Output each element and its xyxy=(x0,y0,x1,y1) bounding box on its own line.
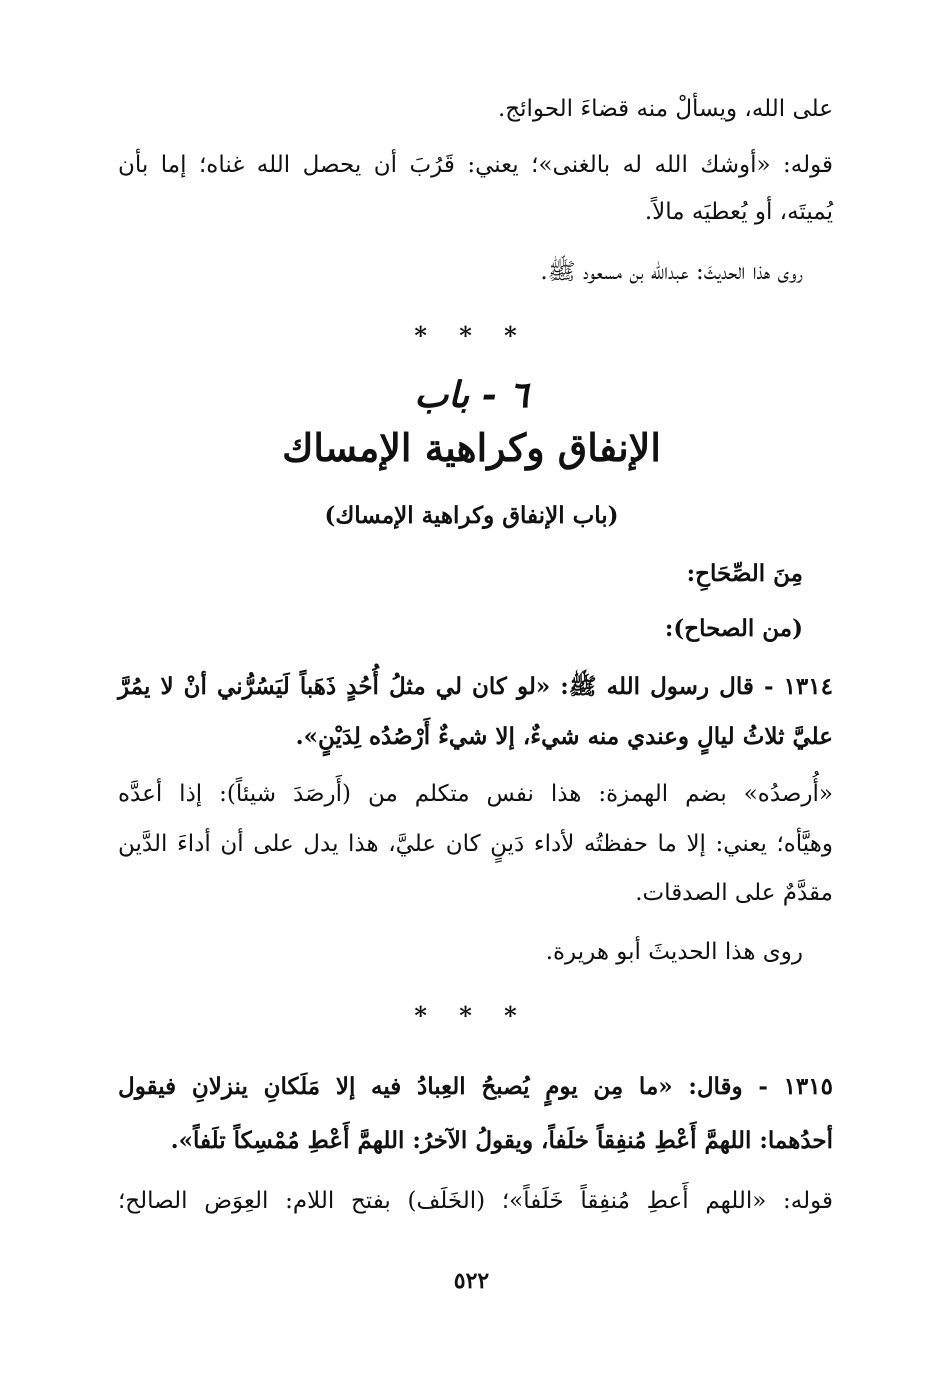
commentary-1315-line-1: قوله: «اللهم أَعطِ مُنفِقاً خَلَفاً»؛ (الخَلَف) بفتح اللام: العِوَض الصالح؛ xyxy=(118,1188,833,1214)
chapter-title: الإنفاق وكراهية الإمساك xyxy=(282,425,661,470)
commentary-1314-line-2: وهيَّأه؛ يعني: إلا ما حفظتُه لأداء دَينٍ كان عليَّ، هذا يدل على أن أداءَ الدَّين xyxy=(118,831,833,857)
separator-stars-2: * * * xyxy=(414,1001,529,1030)
commentary-1314-line-3: مقدَّمٌ على الصدقات. xyxy=(635,880,833,906)
chapter-title-sub: (باب الإنفاق وكراهية الإمساك) xyxy=(324,502,619,529)
hadith-1314-line-1: ١٣١٤ - قال رسول الله ﷺ: «لو كان لي مثلُ أُحُدٍ ذَهَباً لَيَسُرُّني أنْ لا يمُرَّ xyxy=(118,673,833,700)
section-label-sub: (من الصحاح): xyxy=(664,615,803,642)
commentary-1314-line-1: «أُرصدُه» بضم الهمزة: هذا نفس متكلم من (أَرصَدَ شيئاً): إذا أعدَّه xyxy=(118,781,833,807)
separator-stars-1: * * * xyxy=(414,321,529,350)
paragraph-2-line-2: يُميتَه، أو يُعطيَه مالاً. xyxy=(644,199,833,225)
section-label: مِنَ الصِّحَاحِ: xyxy=(686,560,803,587)
narrator-line-2: روى هذا الحديثَ أبو هريرة. xyxy=(545,939,803,965)
page-number: ٥٢٢ xyxy=(453,1268,490,1294)
chapter-number: ٦ - باب xyxy=(414,374,529,416)
paragraph-1-line-1: على الله، ويسألْ منه قضاءَ الحوائج. xyxy=(497,96,833,122)
hadith-1314-line-2: عليَّ ثلاثُ ليالٍ وعندي منه شيءٌ، إلا شيءٌ أَرْصُدُه لِدَيْنٍ». xyxy=(295,723,833,750)
paragraph-2-line-1: قوله: «أوشك الله له بالغنى»؛ يعني: قَرُبَ أن يحصل الله غناه؛ إما بأن xyxy=(118,152,833,178)
hadith-1315-line-1: ١٣١٥ - وقال: «ما مِن يومٍ يُصبحُ العِبادُ فيه إلا مَلَكانِ ينزلانِ فيقول xyxy=(118,1073,833,1100)
hadith-1315-line-2: أحدُهما: اللهمَّ أَعْطِ مُنفِقاً خلَفاً، ويقولُ الآخرُ: اللهمَّ أَعْطِ مُمْسِكاً تلَفاً». xyxy=(170,1127,833,1154)
narrator-line-1: روى هذا الحديثَ: عبدالله بن مسعود ﷺ. xyxy=(540,259,803,285)
